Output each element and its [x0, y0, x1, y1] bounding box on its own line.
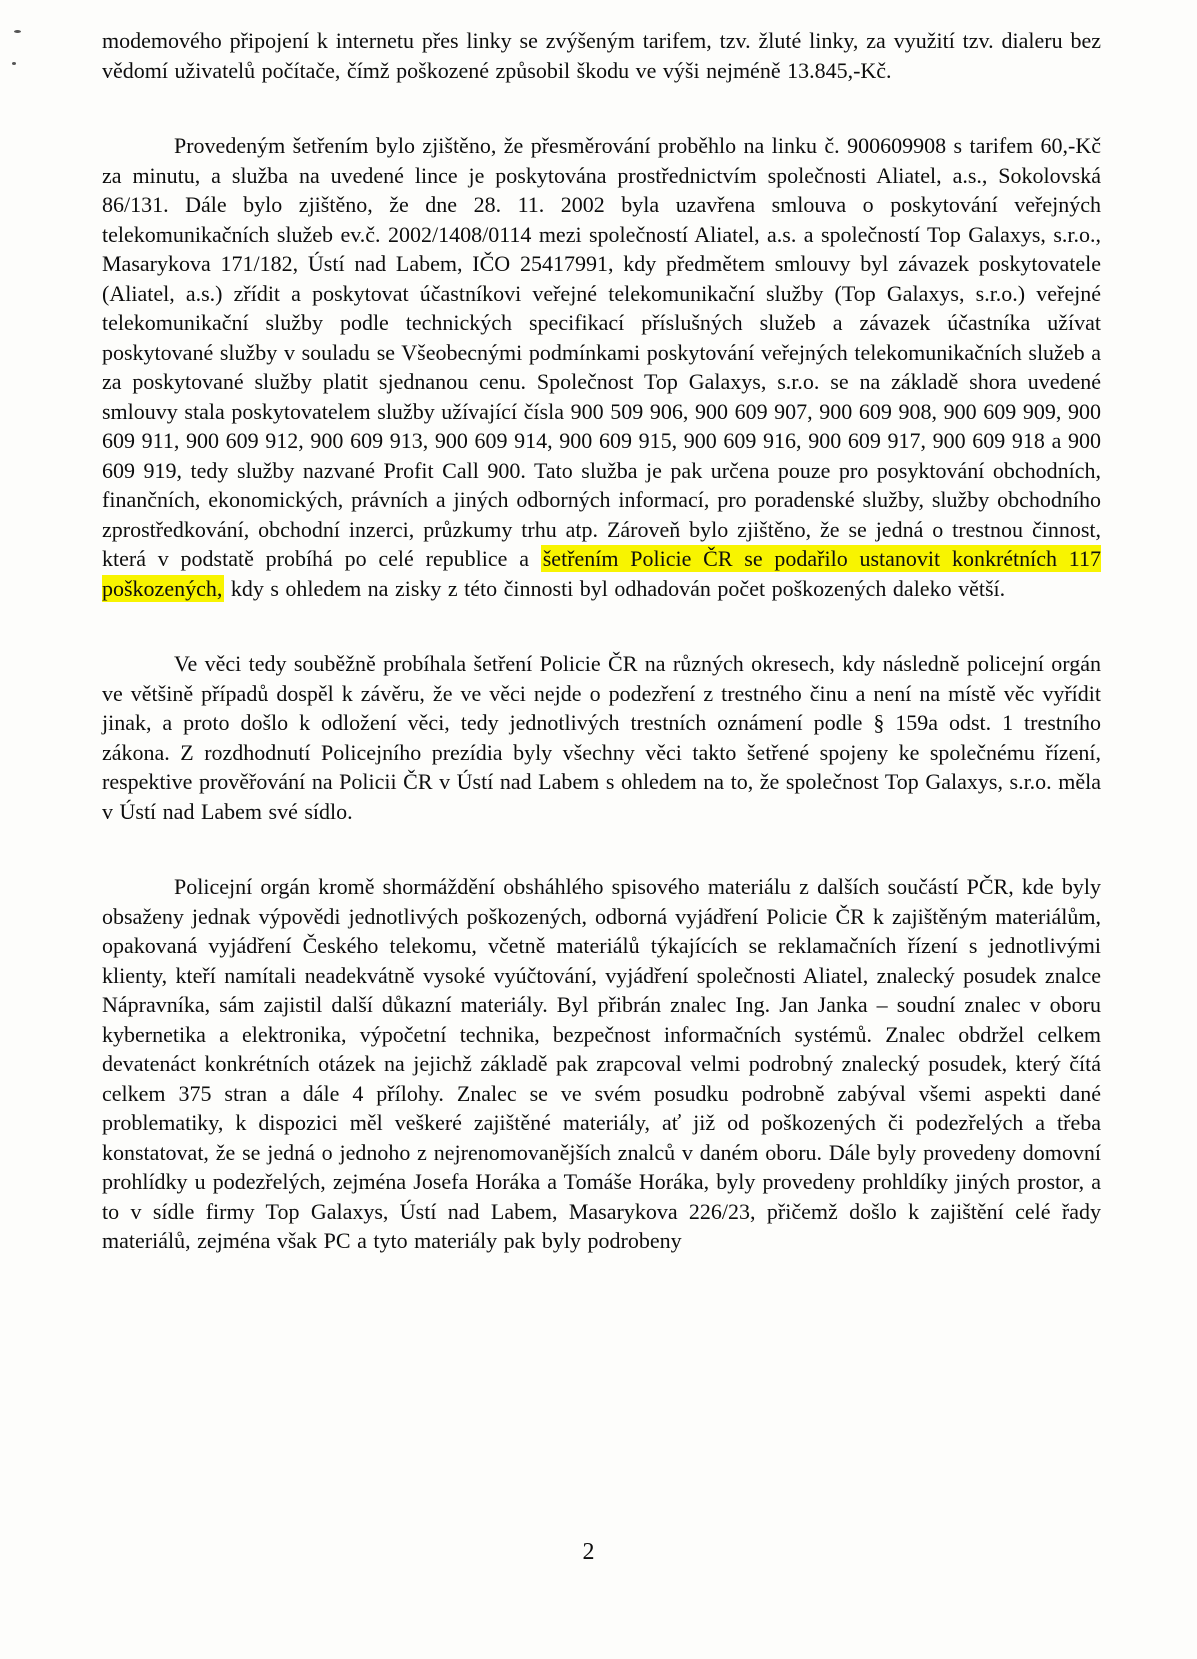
paragraph-police-districts	[102, 649, 1101, 826]
paragraph-investigation	[102, 131, 1101, 603]
paragraph-text: modemového připojení k internetu přes linky se zvýšeným tarifem, tzv. žluté linky, za využití tzv. dialeru bez vědomí uživatelů počítače, čímž poškozené způsobil škodu ve výši nejméně 13.845,-Kč.	[102, 28, 1101, 83]
page-number: 2	[582, 1539, 595, 1565]
paragraph-continuation	[102, 26, 1101, 85]
paragraph-text: kdy s ohledem na zisky z této činnosti byl odhadován počet poškozených daleko větší.	[224, 575, 1006, 601]
scan-artifact	[12, 62, 16, 65]
paragraph-text: Provedeným šetřením bylo zjištěno, že přesměrování proběhlo na linku č. 900609908 s tarifem 60,-Kč za minutu, a služba na uvedené lince je poskytována prostřednictvím společnosti Aliatel, a.s., Sokolovská 86/131. Dále bylo zjištěno, že dne 28. 11. 2002 byla uzavřena smlouva o poskytování veřejných telekomunikačních služeb ev.č. 2002/1408/0114 mezi společností Aliatel, a.s. a společností Top Galaxys, s.r.o., Masarykova 171/182, Ústí nad Labem, IČO 25417991, kdy předmětem smlouvy byl závazek poskytovatele (Aliatel, a.s.) zřídit a poskytovat účastníkovi veřejné telekomunikační služby (Top Galaxys, s.r.o.) veřejné telekomunikační služby podle technických specifikací příslušných služeb a závazek účastníka užívat poskytované služby v souladu se Všeobecnými podmínkami poskytování veřejných telekomunikačních služeb a za poskytované služby platit sjednanou cenu. Společnost Top Galaxys, s.r.o. se na základě shora uvedené smlouvy stala poskytovatelem služby užívající čísla 900 509 906, 900 609 907, 900 609 908, 900 609 909, 900 609 911, 900 609 912, 900 609 913, 900 609 914, 900 609 915, 900 609 916, 900 609 917, 900 609 918 a 900 609 919, tedy služby nazvané Profit Call 900. Tato služba je pak určena pouze pro posyktování obchodních, finančních, ekonomických, právních a jiných odborných informací, pro poradenské služby, služby obchodního zprostředkování, obchodní inzerci, průzkumy trhu atp. Zároveň bylo zjištěno, že se jedná o trestnou činnost, která v podstatě probíhá po celé republice a	[102, 133, 1101, 571]
highlighted-text: šetřením Policie ČR se podařilo ustanovit konkrétních 117 poškozených,	[102, 546, 1101, 601]
scan-artifact	[14, 30, 21, 33]
paragraph-text: Policejní orgán kromě shormáždění obsháhlého spisového materiálu z dalších součástí PČR, kde byly obsaženy jednak výpovědi jednotlivých poškozených, odborná vyjádření Policie ČR k zajištěným materiálům, opakovaná vyjádření Českého telekomu, včetně materiálů týkajících se reklamačních řízení s jednotlivými klienty, kteří namítali neadekvátně vysoké vyúčtování, vyjádření společnosti Aliatel, znalecký posudek znalce Nápravníka, sám zajistil další důkazní materiály. Byl přibrán znalec Ing. Jan Janka – soudní znalec v oboru kybernetika a elektronika, výpočetní technika, bezpečnost informačních systémů. Znalec obdržel celkem devatenáct konkrétních otázek na jejichž základě pak zrapcoval velmi podrobný znalecký posudek, který čítá celkem 375 stran a dále 4 přílohy. Znalec se ve svém posudku podrobně zabýval všemi aspekti dané problematiky, k dispozici měl veškeré zajištěné materiály, ať již od poškozených či podezřelých a třeba konstatovat, že se jedná o jednoho z nejrenomovanějších znalců v daném oboru. Dále byly provedeny domovní prohlídky u podezřelých, zejména Josefa Horáka a Tomáše Horáka, byly provedeny prohldíky jiných prostor, a to v sídle firmy Top Galaxys, Ústí nad Labem, Masarykova 226/23, přičemž došlo k zajištění celé řady materiálů, zejména však PC a tyto materiály pak byly podrobeny	[102, 874, 1101, 1253]
paragraph-text: Ve věci tedy souběžně probíhala šetření Policie ČR na různých okresech, kdy následně policejní orgán ve většině případů dospěl k závěru, že ve věci nejde o podezření z trestného činu a není na místě věc vyřídit jinak, a proto došlo k odložení věci, tedy jednotlivých trestních oznámení podle § 159a odst. 1 trestního zákona. Z rozdhodnutí Policejního prezídia byly všechny věci takto šetřené spojeny ke společnému řízení, respektive prověřování na Policii ČR v Ústí nad Labem s ohledem na to, že společnost Top Galaxys, s.r.o. měla v Ústí nad Labem své sídlo.	[102, 651, 1101, 824]
paragraph-evidence	[102, 872, 1101, 1256]
